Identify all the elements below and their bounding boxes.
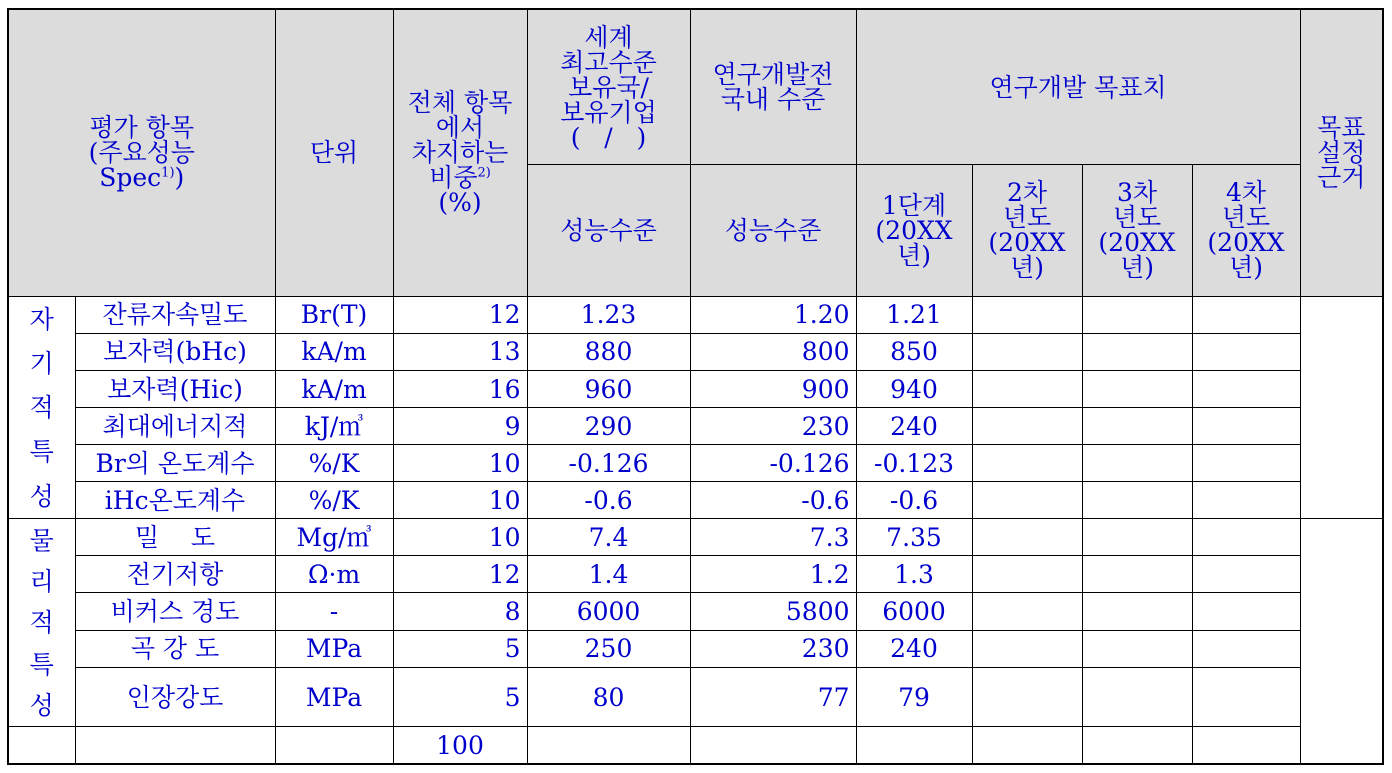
row-unit: Ω·m — [275, 556, 393, 593]
header-target-basis: 목표 설정 근거 — [1300, 9, 1383, 296]
table-row — [8, 519, 1383, 556]
row-world: 80 — [527, 667, 690, 727]
row-stage-4 — [1192, 371, 1300, 408]
total-blank — [972, 727, 1082, 764]
row-domestic: -0.126 — [690, 445, 856, 482]
header-rnd-target: 연구개발 목표치 — [856, 9, 1300, 165]
row-basis — [1300, 296, 1383, 518]
row-unit: MPa — [275, 667, 393, 727]
header-world-perf-level: 성능수준 — [527, 165, 690, 297]
table-row — [8, 296, 1383, 333]
row-stage-3 — [1082, 630, 1192, 667]
table-row — [8, 593, 1383, 630]
performance-spec-table — [7, 8, 1384, 765]
table-row — [8, 482, 1383, 519]
total-blank — [1082, 727, 1192, 764]
row-item: 보자력(bHc) — [75, 333, 275, 370]
total-blank — [690, 727, 856, 764]
row-domestic: 7.3 — [690, 519, 856, 556]
total-blank — [8, 727, 75, 764]
row-stage-3 — [1082, 333, 1192, 370]
row-unit: %/K — [275, 445, 393, 482]
row-world: 880 — [527, 333, 690, 370]
group-label-physical: 물 리 적 특 성 — [8, 519, 75, 727]
row-stage-1: 850 — [856, 333, 972, 370]
row-weight: 5 — [393, 630, 527, 667]
row-domestic: 900 — [690, 371, 856, 408]
row-stage-1: 79 — [856, 667, 972, 727]
row-item: 곡 강 도 — [75, 630, 275, 667]
row-stage-4 — [1192, 482, 1300, 519]
row-world: -0.6 — [527, 482, 690, 519]
row-basis — [1300, 519, 1383, 764]
row-domestic: 230 — [690, 630, 856, 667]
row-stage-2 — [972, 482, 1082, 519]
row-stage-1: 6000 — [856, 593, 972, 630]
row-stage-2 — [972, 593, 1082, 630]
row-stage-4 — [1192, 445, 1300, 482]
row-unit: Br(T) — [275, 296, 393, 333]
row-item: Br의 온도계수 — [75, 445, 275, 482]
row-stage-4 — [1192, 556, 1300, 593]
row-stage-1: 240 — [856, 408, 972, 445]
row-unit: %/K — [275, 482, 393, 519]
header-unit: 단위 — [275, 9, 393, 296]
table-row — [8, 333, 1383, 370]
row-domestic: -0.6 — [690, 482, 856, 519]
header-evaluation-item: 평가 항목 (주요성능 Spec$^{1)}$) — [8, 9, 275, 296]
row-world: 1.4 — [527, 556, 690, 593]
row-unit: kA/m — [275, 371, 393, 408]
row-weight: 8 — [393, 593, 527, 630]
table-row — [8, 408, 1383, 445]
row-domestic: 5800 — [690, 593, 856, 630]
row-item: 잔류자속밀도 — [75, 296, 275, 333]
row-stage-2 — [972, 630, 1082, 667]
row-domestic: 1.20 — [690, 296, 856, 333]
header-stage-1: 1단계 (20XX 년) — [856, 165, 972, 297]
row-stage-3 — [1082, 371, 1192, 408]
row-weight: 10 — [393, 445, 527, 482]
row-unit: Mg/㎥ — [275, 519, 393, 556]
header-weight: 전체 항목 에서 차지하는 비중$^{2)}$ (%) — [393, 9, 527, 296]
row-stage-3 — [1082, 408, 1192, 445]
row-item: iHc온도계수 — [75, 482, 275, 519]
row-domestic: 800 — [690, 333, 856, 370]
row-stage-4 — [1192, 630, 1300, 667]
row-stage-1: -0.123 — [856, 445, 972, 482]
header-domestic-level: 연구개발전 국내 수준 — [690, 9, 856, 165]
row-unit: - — [275, 593, 393, 630]
table-row — [8, 445, 1383, 482]
row-item: 인장강도 — [75, 667, 275, 727]
total-blank — [527, 727, 690, 764]
row-world: 6000 — [527, 593, 690, 630]
row-weight: 12 — [393, 556, 527, 593]
row-domestic: 1.2 — [690, 556, 856, 593]
row-unit: MPa — [275, 630, 393, 667]
row-item: 비커스 경도 — [75, 593, 275, 630]
total-blank — [1192, 727, 1300, 764]
table-row — [8, 556, 1383, 593]
row-stage-2 — [972, 371, 1082, 408]
row-unit: kJ/㎥ — [275, 408, 393, 445]
row-stage-1: 940 — [856, 371, 972, 408]
row-stage-4 — [1192, 593, 1300, 630]
row-unit: kA/m — [275, 333, 393, 370]
row-stage-2 — [972, 667, 1082, 727]
header-stage-4: 4차 년도 (20XX 년) — [1192, 165, 1300, 297]
row-stage-4 — [1192, 408, 1300, 445]
header-domestic-perf-level: 성능수준 — [690, 165, 856, 297]
row-stage-3 — [1082, 519, 1192, 556]
row-world: 960 — [527, 371, 690, 408]
total-blank — [75, 727, 275, 764]
table-row — [8, 667, 1383, 727]
row-stage-2 — [972, 519, 1082, 556]
row-stage-1: 7.35 — [856, 519, 972, 556]
row-weight: 12 — [393, 296, 527, 333]
row-world: 250 — [527, 630, 690, 667]
total-row — [8, 727, 1383, 764]
row-weight: 9 — [393, 408, 527, 445]
row-stage-1: 240 — [856, 630, 972, 667]
row-weight: 13 — [393, 333, 527, 370]
row-stage-3 — [1082, 482, 1192, 519]
header-stage-3: 3차 년도 (20XX 년) — [1082, 165, 1192, 297]
total-blank — [856, 727, 972, 764]
row-stage-4 — [1192, 333, 1300, 370]
group-label-magnetic: 자 기 적 특 성 — [8, 296, 75, 518]
total-blank — [275, 727, 393, 764]
row-stage-4 — [1192, 296, 1300, 333]
row-stage-3 — [1082, 593, 1192, 630]
row-stage-3 — [1082, 667, 1192, 727]
table-row — [8, 371, 1383, 408]
row-stage-2 — [972, 556, 1082, 593]
row-stage-1: 1.21 — [856, 296, 972, 333]
row-item: 전기저항 — [75, 556, 275, 593]
row-stage-2 — [972, 445, 1082, 482]
row-world: 1.23 — [527, 296, 690, 333]
row-item: 최대에너지적 — [75, 408, 275, 445]
row-weight: 16 — [393, 371, 527, 408]
row-weight: 10 — [393, 482, 527, 519]
total-weight: 100 — [393, 727, 527, 764]
row-world: -0.126 — [527, 445, 690, 482]
table-row — [8, 630, 1383, 667]
header-world-best: 세계 최고수준 보유국/ 보유기업 ( / ) — [527, 9, 690, 165]
row-stage-4 — [1192, 667, 1300, 727]
row-weight: 5 — [393, 667, 527, 727]
row-stage-3 — [1082, 296, 1192, 333]
row-stage-4 — [1192, 519, 1300, 556]
row-stage-2 — [972, 333, 1082, 370]
row-domestic: 230 — [690, 408, 856, 445]
row-stage-3 — [1082, 445, 1192, 482]
row-weight: 10 — [393, 519, 527, 556]
row-stage-1: 1.3 — [856, 556, 972, 593]
row-world: 290 — [527, 408, 690, 445]
row-domestic: 77 — [690, 667, 856, 727]
row-stage-2 — [972, 296, 1082, 333]
row-stage-1: -0.6 — [856, 482, 972, 519]
row-stage-2 — [972, 408, 1082, 445]
row-item: 보자력(Hic) — [75, 371, 275, 408]
header-stage-2: 2차 년도 (20XX 년) — [972, 165, 1082, 297]
row-item: 밀 도 — [75, 519, 275, 556]
row-stage-3 — [1082, 556, 1192, 593]
row-world: 7.4 — [527, 519, 690, 556]
